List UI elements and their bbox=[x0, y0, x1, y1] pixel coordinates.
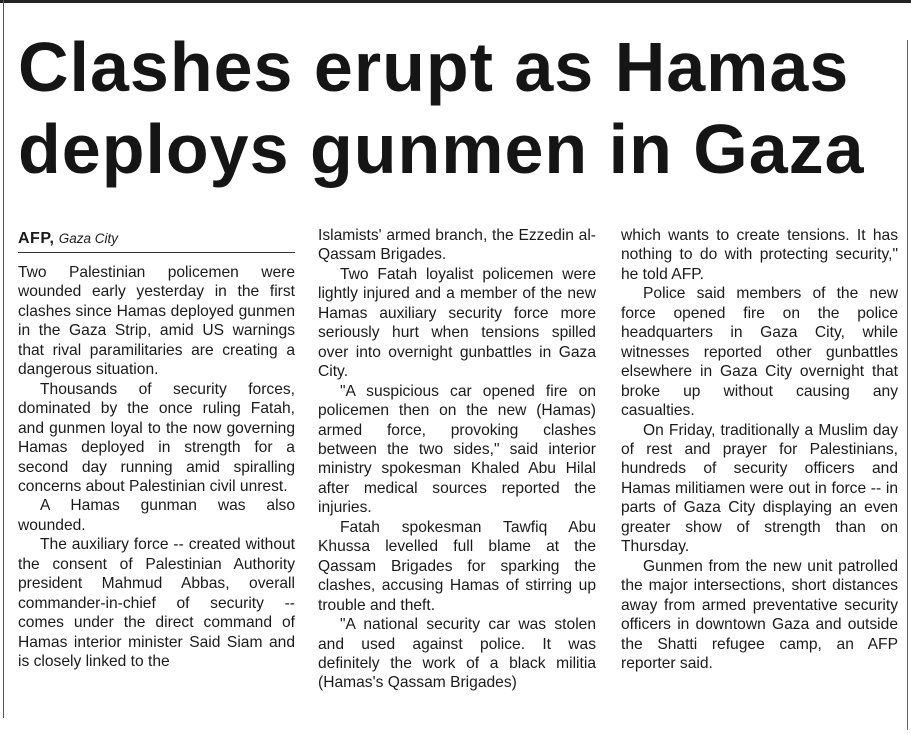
article-paragraph: "A national security car was stolen and used against police. It was definitely the work of a black militia (Hamas's Qassam Brigades) bbox=[318, 616, 596, 692]
article-paragraph: The auxiliary force -- created without the consent of Palestinian Authority president Mahmud Abbas, overall commander-in-chief of security -- comes under the direct command of Hamas interior minister Said Siam and is closely linked to the bbox=[18, 536, 295, 671]
article-paragraph: On Friday, traditionally a Muslim day of rest and prayer for Palestinians, hundreds of security officers and Hamas militiamen were out in force -- in parts of Gaza City displaying an even greater show of strength than on Thursday. bbox=[621, 421, 898, 556]
dateline-place: Gaza City bbox=[58, 231, 119, 246]
top-rule bbox=[0, 0, 911, 3]
column-2-body bbox=[318, 226, 596, 693]
article-paragraph: Two Palestinian policemen were wounded early yesterday in the first clashes since Hamas deployed gunmen in the Gaza Strip, amid US warnings that rival paramilitaries are creating a dangerous situation. bbox=[18, 264, 295, 379]
article-paragraph: Thousands of security forces, dominated by the once ruling Fatah, and gunmen loyal to the now governing Hamas deployed in strength for a second day running amid spiralling concerns about Palestinian civil unrest. bbox=[18, 380, 295, 495]
article-paragraph: "A suspicious car opened fire on policemen then on the new (Hamas) armed force, provoking clashes between the two sides," said interior ministry spokesman Khaled Abu Hilal after medical sources reported the injuries. bbox=[318, 382, 596, 517]
article-paragraph: Fatah spokesman Tawfiq Abu Khussa levelled full blame at the Qassam Brigades for sparking the clashes, accusing Hamas of stirring up trouble and theft. bbox=[318, 518, 596, 614]
column-3-body bbox=[621, 226, 898, 673]
dateline bbox=[18, 226, 295, 253]
dateline-agency: AFP, bbox=[18, 230, 55, 247]
article-paragraph: which wants to create tensions. It has nothing to do with protecting security," he told AFP. bbox=[621, 227, 898, 283]
article-column-2 bbox=[318, 226, 596, 693]
article-paragraph: Police said members of the new force opened fire on the police headquarters in Gaza City, while witnesses reported other gunbattles elsewhere in Gaza City overnight that broke up without causing any casualties. bbox=[621, 285, 898, 420]
article-column-3 bbox=[621, 226, 898, 673]
headline: Clashes erupt as Hamas deploys gunmen in Gaza bbox=[18, 28, 865, 188]
right-edge-rule bbox=[907, 40, 908, 730]
left-edge-rule bbox=[3, 0, 4, 718]
article-column-1 bbox=[18, 226, 295, 672]
article-paragraph: Islamists' armed branch, the Ezzedin al-Qassam Brigades. bbox=[318, 227, 596, 264]
article-paragraph: A Hamas gunman was also wounded. bbox=[18, 497, 295, 534]
article-paragraph: Two Fatah loyalist policemen were lightly injured and a member of the new Hamas auxiliary security force more seriously hurt when tensions spilled over into overnight gunbattles in Gaza City. bbox=[318, 265, 596, 381]
article-paragraph: Gunmen from the new unit patrolled the major intersections, short distances away from armed preventative security officers in downtown Gaza and outside the Shatti refugee camp, an AFP reporter said. bbox=[621, 557, 898, 672]
column-1-body bbox=[18, 263, 295, 672]
